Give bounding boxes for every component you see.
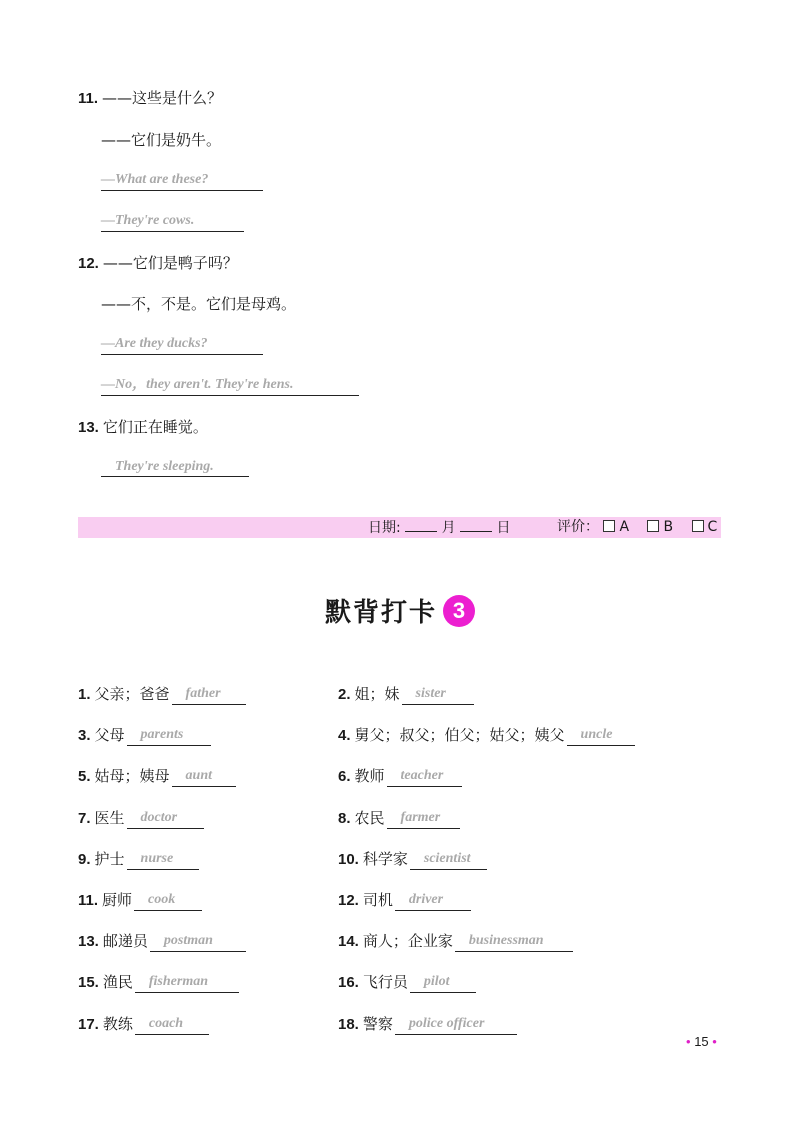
vocab-item: [338, 766, 462, 787]
question-11: [78, 88, 222, 109]
vocab-answer-field[interactable]: police officer: [395, 1014, 517, 1035]
page-number-text: 15: [694, 1034, 709, 1049]
vocab-item: [78, 931, 246, 952]
vocab-item: [338, 849, 487, 870]
vocab-number: 13.: [78, 933, 99, 951]
vocab-number: 1.: [78, 686, 91, 703]
page-dot-left: •: [686, 1034, 691, 1049]
vocab-chinese: 司机: [362, 891, 393, 909]
vocab-answer-field[interactable]: postman: [150, 931, 246, 952]
vocab-item: [78, 684, 246, 705]
vocab-answer-field[interactable]: nurse: [127, 849, 199, 870]
vocab-chinese: 舅父；叔父；伯父；姑父；姨父: [354, 726, 565, 745]
vocab-chinese: 厨师: [102, 891, 133, 909]
answer-field[interactable]: —They're cows.: [101, 211, 244, 232]
vocab-chinese: 商人；企业家: [362, 932, 453, 951]
vocab-item: [338, 890, 471, 911]
checkbox-a[interactable]: [603, 520, 615, 532]
vocab-number: 5.: [78, 768, 91, 786]
vocab-number: 4.: [338, 727, 351, 745]
vocab-number: 7.: [78, 809, 91, 827]
vocab-chinese: 姐；妹: [354, 685, 400, 703]
day-label: 日: [496, 520, 511, 536]
answer-field[interactable]: —Are they ducks?: [101, 334, 263, 355]
vocab-answer-field[interactable]: pilot: [410, 972, 476, 993]
vocab-item: [78, 808, 204, 829]
question-12: [78, 253, 238, 274]
vocab-number: 12.: [338, 892, 359, 909]
question-line: ——它们是奶牛。: [101, 131, 222, 149]
vocab-chinese: 邮递员: [102, 932, 148, 951]
page-dot-right: •: [712, 1034, 717, 1049]
page-number: [686, 1034, 717, 1049]
vocab-chinese: 姑母；姨母: [94, 767, 170, 786]
vocab-answer-field[interactable]: father: [172, 684, 246, 705]
vocab-item: [338, 725, 635, 746]
vocab-answer-field[interactable]: teacher: [387, 766, 462, 787]
vocab-answer-field[interactable]: scientist: [410, 849, 487, 870]
answer-field[interactable]: They're sleeping.: [101, 457, 249, 477]
vocab-number: 2.: [338, 686, 351, 703]
date-label: 日期:: [368, 520, 401, 536]
vocab-item: [78, 725, 211, 746]
vocab-answer-field[interactable]: parents: [127, 725, 211, 746]
vocab-answer-field[interactable]: coach: [135, 1014, 209, 1035]
grade-section: [557, 517, 717, 538]
vocab-chinese: 警察: [362, 1014, 393, 1033]
vocab-item: [78, 766, 236, 787]
vocab-number: 6.: [338, 768, 351, 786]
vocab-chinese: 医生: [94, 808, 125, 827]
checkbox-c[interactable]: [692, 520, 704, 532]
vocab-number: 17.: [78, 1015, 99, 1033]
vocab-answer-field[interactable]: cook: [134, 890, 202, 911]
vocab-number: 8.: [338, 809, 351, 827]
vocab-chinese: 飞行员: [362, 973, 408, 992]
vocab-item: [338, 1014, 517, 1035]
vocab-item: [338, 972, 476, 993]
month-label: 月: [441, 520, 456, 536]
question-13: [78, 417, 208, 438]
question-number: 11.: [78, 90, 99, 107]
vocab-chinese: 父亲；爸爸: [94, 685, 170, 703]
checkbox-b[interactable]: [647, 520, 659, 532]
vocab-item: [78, 1014, 209, 1035]
vocab-item: [78, 849, 199, 870]
question-number: 12.: [78, 255, 99, 272]
vocab-number: 10.: [338, 850, 359, 868]
grade-label: 评价：: [557, 519, 599, 535]
question-number: 13.: [78, 419, 99, 436]
vocab-answer-field[interactable]: farmer: [387, 808, 460, 829]
question-line: ——这些是什么？: [102, 89, 223, 107]
vocab-answer-field[interactable]: aunt: [172, 766, 236, 787]
question-line: 它们正在睡觉。: [102, 418, 208, 436]
vocab-number: 15.: [78, 974, 99, 992]
vocab-chinese: 科学家: [362, 849, 408, 868]
vocab-chinese: 农民: [354, 808, 385, 827]
vocab-number: 18.: [338, 1015, 359, 1033]
vocab-number: 16.: [338, 974, 359, 992]
option-b-label: B: [663, 519, 674, 535]
vocab-answer-field[interactable]: businessman: [455, 931, 573, 952]
section-title-text: 默背打卡: [324, 598, 437, 628]
vocab-answer-field[interactable]: fisherman: [135, 972, 239, 993]
vocab-item: [78, 890, 202, 911]
vocab-answer-field[interactable]: sister: [402, 684, 474, 705]
vocab-item: [338, 808, 460, 829]
option-a-label: A: [619, 519, 630, 535]
question-line: ——它们是鸭子吗？: [102, 254, 238, 272]
vocab-item: [338, 931, 573, 952]
vocab-chinese: 护士: [94, 849, 125, 868]
answer-field[interactable]: —What are these?: [101, 170, 263, 191]
vocab-answer-field[interactable]: uncle: [567, 725, 635, 746]
section-title: [0, 592, 800, 629]
vocab-item: [338, 684, 474, 705]
vocab-chinese: 父母: [94, 726, 125, 745]
section-number-badge: 3: [443, 595, 475, 627]
option-c-label: C: [707, 519, 718, 535]
date-section: [368, 517, 511, 539]
question-line: ——不，不是。它们是母鸡。: [101, 295, 297, 313]
vocab-answer-field[interactable]: driver: [395, 890, 471, 911]
vocab-number: 3.: [78, 727, 91, 745]
day-blank[interactable]: [460, 517, 492, 532]
vocab-answer-field[interactable]: doctor: [127, 808, 204, 829]
vocab-item: [78, 972, 239, 993]
vocab-chinese: 教师: [354, 767, 385, 786]
vocab-number: 14.: [338, 933, 359, 951]
vocab-chinese: 教练: [102, 1014, 133, 1033]
vocab-number: 11.: [78, 892, 99, 909]
date-grade-bar: [78, 517, 721, 538]
month-blank[interactable]: [405, 517, 437, 532]
vocab-chinese: 渔民: [102, 973, 133, 992]
vocab-number: 9.: [78, 850, 91, 868]
answer-field[interactable]: —No，they aren't. They're hens.: [101, 375, 359, 396]
